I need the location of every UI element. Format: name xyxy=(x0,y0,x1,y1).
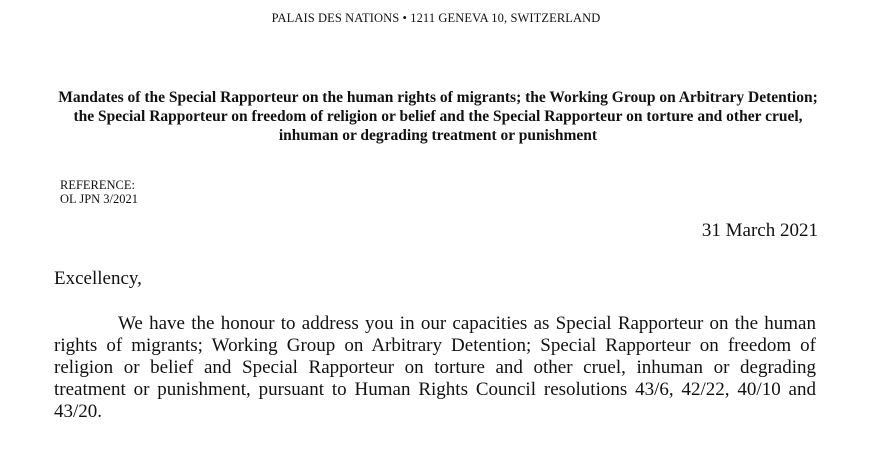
reference-code: OL JPN 3/2021 xyxy=(60,192,139,206)
reference-label: REFERENCE: xyxy=(60,178,136,192)
header-address: PALAIS DES NATIONS • 1211 GENEVA 10, SWITZERLAND xyxy=(271,11,601,25)
reference-block xyxy=(60,178,138,206)
letter-date: 31 March 2021 xyxy=(701,220,818,241)
salutation: Excellency, xyxy=(54,268,142,289)
body-paragraph: We have the honour to address you in our capacities as Special Rapporteur on the human rights of migrants; Working Group on Arbitrary Detention; Special Rapporteur on freedom of religion or belief and Special Rapporteur on torture and other cruel, inhuman or degrading treatment or punishment, pursuant to Human Rights Council resolutions 43/6, 42/22, 40/10 and 43/20. xyxy=(54,313,816,422)
mandates-heading: Mandates of the Special Rapporteur on the human rights of migrants; the Working Group on Arbitrary Detention; the Special Rapporteur on freedom of religion or belief and the Special Rapporteur on torture and other cruel, inhuman or degrading treatment or punishment xyxy=(58,89,818,144)
